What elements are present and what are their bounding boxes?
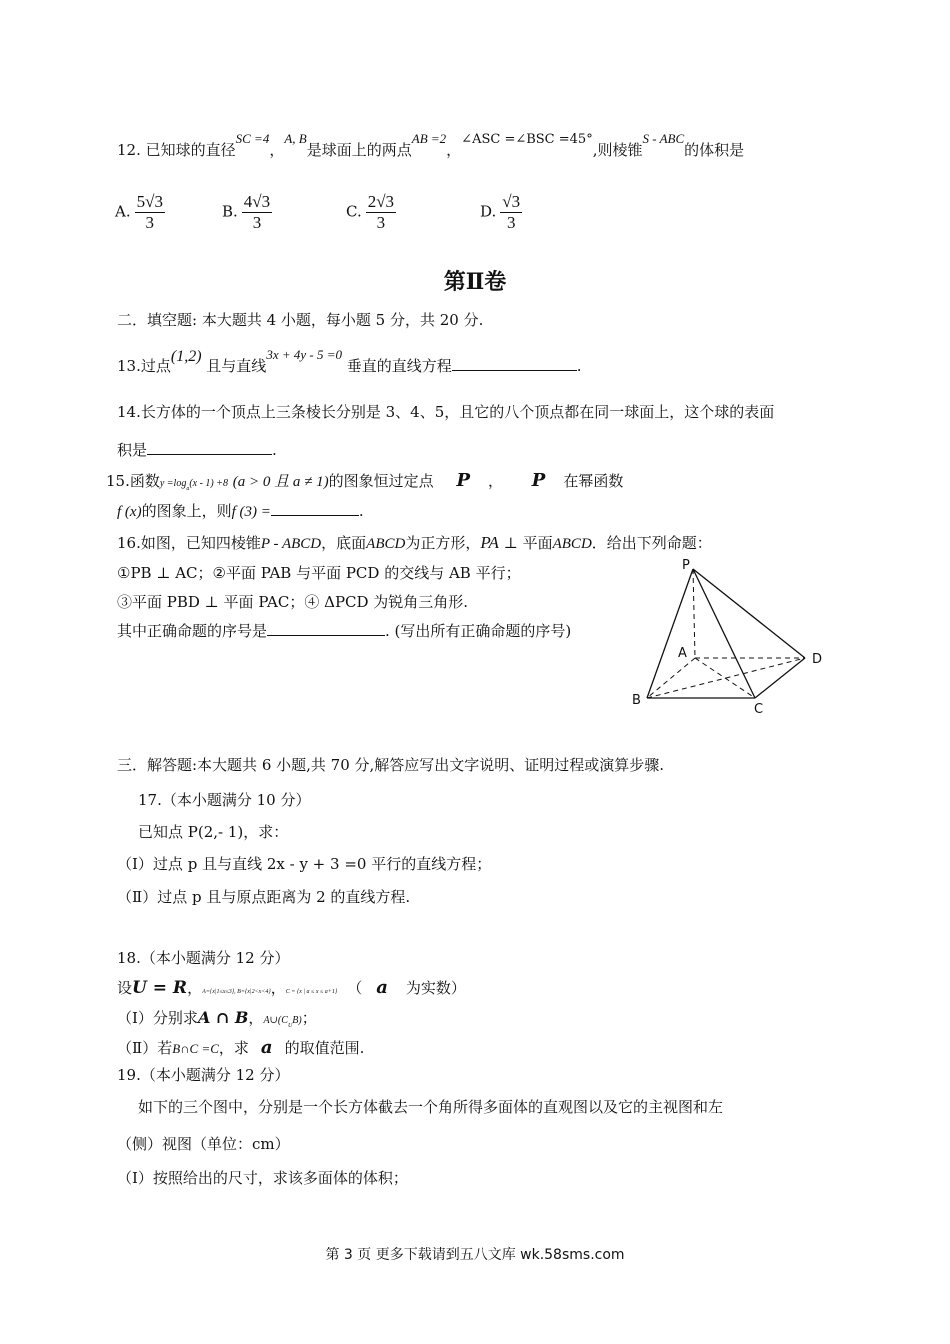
edge-pa: [693, 569, 695, 658]
q17-title: 17.（本小题满分 10 分）: [138, 791, 311, 809]
label-a: A: [678, 646, 687, 661]
q19-title: 19.（本小题满分 12 分）: [117, 1066, 290, 1084]
q16-line2: ①PB ⊥ AC；②平面 PAB 与平面 PCD 的交线与 AB 平行；: [117, 564, 521, 582]
q15-line1: 15.函数$y =\log_a(x - 1) +8$ (a > 0 且 a ≠ 1)的图象恒过定点 P ， P 在幂函数: [106, 470, 624, 492]
part2-intro: 二．填空题: 本大题共 4 小题，每小题 5 分，共 20 分.: [117, 311, 484, 329]
q13-answer-blank: [452, 356, 577, 371]
q15-answer-blank: [271, 501, 359, 516]
q12-option-b: B. $\frac{4√3}{3}$: [222, 192, 271, 232]
q16-line3: ③平面 PBD ⊥ 平面 PAC；④ ΔPCD 为锐角三角形.: [117, 593, 469, 611]
page-footer: 第 3 页 更多下载请到五八文库 wk.58sms.com: [325, 1247, 625, 1263]
q14-answer-blank: [147, 440, 272, 455]
label-c: C: [754, 702, 764, 716]
label-d: D: [812, 652, 823, 667]
label-p: P: [682, 558, 690, 573]
q14-line2: 积是 .: [117, 441, 277, 459]
q12-option-c: C. $\frac{2√3}{3}$: [346, 192, 395, 232]
edge-pc: [693, 569, 755, 698]
q18-title: 18.（本小题满分 12 分）: [117, 949, 290, 967]
q12-option-a: A. $\frac{5√3}{3}$: [115, 192, 163, 232]
q16-line4: 其中正确命题的序号是 . (写出所有正确命题的序号): [117, 622, 572, 640]
edge-pd: [693, 569, 805, 658]
label-b: B: [632, 693, 641, 708]
q17-given: 已知点 P(2,- 1)，求：: [138, 823, 289, 841]
section-2-title: 第Ⅱ卷: [443, 269, 507, 295]
q15-line2: f (x)的图象上，则f (3) = .: [117, 502, 364, 520]
q17-part-i: （Ⅰ）过点 p 且与直线 2x - y + 3 =0 平行的直线方程；: [117, 855, 492, 873]
q18-part-ii: （Ⅱ）若B∩C =C，求 a 的取值范围.: [117, 1037, 365, 1058]
q14-line1: 14.长方体的一个顶点上三条棱长分别是 3、4、5，且它的八个顶点都在同一球面上，这个球的表面: [117, 403, 775, 421]
q12-option-d: D. $\frac{√3}{3}$: [480, 192, 521, 232]
q19-part-i: （Ⅰ）按照给出的尺寸，求该多面体的体积；: [117, 1169, 408, 1187]
pyramid-figure: [620, 556, 840, 716]
q12-stem: 12. 已知球的直径SC =4，A, B是球面上的两点AB =2，∠ASC =∠BSC =45°,则棱锥S - ABC的体积是: [117, 131, 745, 159]
q19-line2: （侧）视图（单位：cm）: [117, 1135, 290, 1153]
q13: 13.过点(1,2) 且与直线3x + 4y - 5 =0 垂直的直线方程 .: [117, 347, 582, 375]
q17-part-ii: （Ⅱ）过点 p 且与原点距离为 2 的直线方程.: [117, 888, 411, 906]
q19-line1: 如下的三个图中，分别是一个长方体截去一个角所得多面体的直观图以及它的主视图和左: [138, 1098, 724, 1116]
q16-answer-blank: [267, 621, 385, 636]
part3-intro: 三．解答题:本大题共 6 小题,共 70 分,解答应写出文字说明、证明过程或演算步骤.: [117, 756, 665, 774]
edge-pb: [647, 569, 693, 698]
q18-part-i: （Ⅰ）分别求A ∩ B，$A\cup(C_UB)$；: [117, 1008, 317, 1029]
q18-setup: 设U = R，A={x|1≤x≤3}, B={x|2<x<4}，C = {x | a ≤ x ≤ a+1} （ a 为实数）: [117, 977, 466, 998]
q16-line1: 16.如图，已知四棱锥P - ABCD，底面ABCD为正方形，PA ⊥ 平面ABCD．给出下列命题：: [117, 533, 712, 552]
